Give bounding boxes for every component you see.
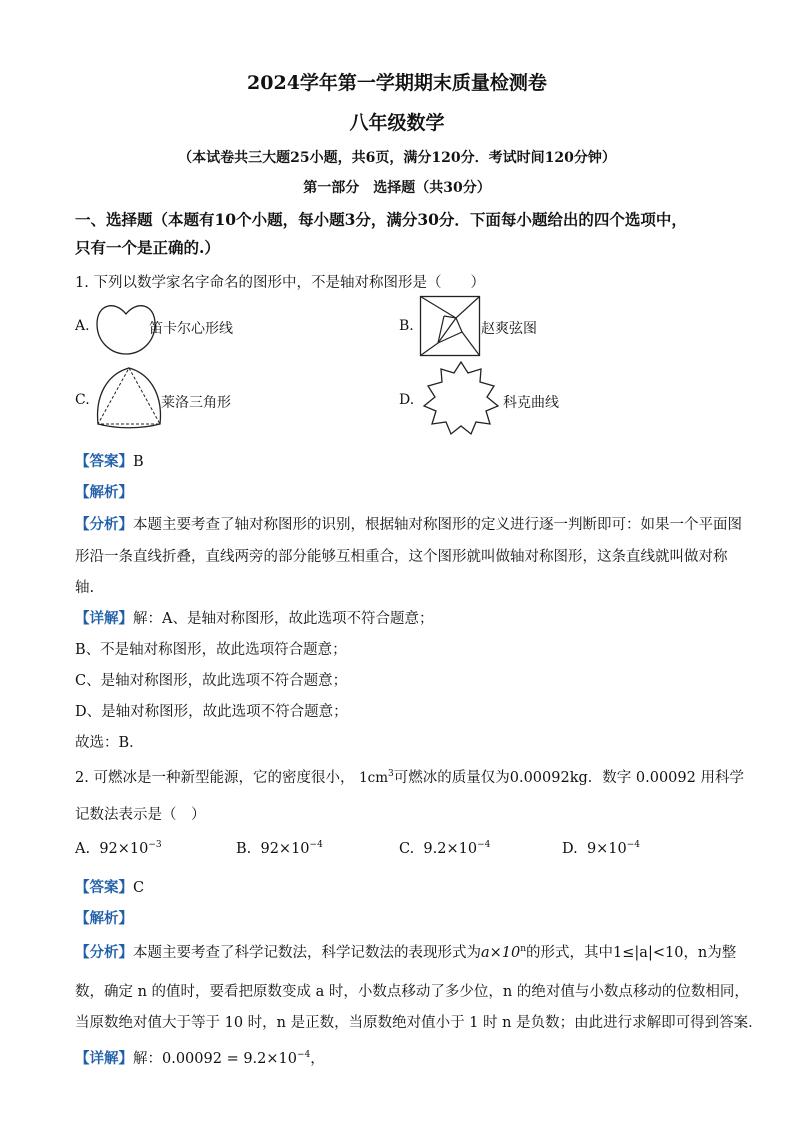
q2-option-a-letter: A.	[75, 841, 91, 857]
q2-mass: 0.00092kg	[509, 770, 588, 786]
detail-formula-exp: −4	[297, 1050, 311, 1060]
exam-title: 2024学年第一学期期末质量检测卷	[247, 72, 547, 94]
fenxi-text-c: ，n为整	[683, 945, 737, 961]
q2-answer	[75, 876, 144, 897]
q2-stem-text: 2. 可燃冰是一种新型能源，它的密度很小，	[75, 770, 355, 786]
detail-tag: 【详解】	[75, 1050, 133, 1067]
q2-unit-base: 1cm	[359, 770, 389, 786]
q2-option-c-letter: C.	[399, 841, 415, 857]
sci-notation-exp: n	[520, 944, 527, 954]
q2-option-b-exp: −4	[309, 840, 323, 850]
q1-answer	[75, 450, 144, 471]
answer-value: C	[133, 880, 145, 896]
q2-stem-text-b: 可燃冰的质量仅为	[393, 770, 510, 786]
q2-option-c-exp: −4	[477, 840, 491, 850]
detail-text: 解：A、是轴对称图形，故此选项不符合题意；	[133, 611, 434, 627]
q1-option-d-caption: 科克曲线	[503, 395, 559, 411]
q2-option-d-exp: −4	[626, 840, 641, 850]
q2-stem-line1	[75, 766, 744, 787]
q1-fenxi-line1	[75, 513, 742, 534]
analysis-tag: 【解析】	[75, 484, 133, 501]
answer-value: B	[133, 454, 144, 470]
q2-fenxi-line3: 当原数绝对值大于等于 10 时，n 是正数，当原数绝对值小于 1 时 n 是负数；由此进行求解即可得到答案．	[75, 1015, 763, 1031]
q2-option-b-base: 92×10	[260, 841, 310, 857]
q1-option-b-caption: 赵爽弦图	[481, 321, 537, 337]
q1-option-c-letter: C.	[75, 392, 90, 408]
detail-end: ，	[310, 1051, 325, 1067]
q2-option-b	[236, 840, 323, 857]
q1-option-c-caption: 莱洛三角形	[161, 395, 231, 411]
q2-option-d-letter: D.	[562, 841, 578, 857]
q2-stem-text-c: ．数字 0.00092 用科学	[587, 770, 744, 786]
koch-curve-icon	[418, 360, 504, 436]
q1-detail-line2: B、不是轴对称图形，故此选项符合题意；	[75, 642, 347, 658]
fenxi-tag: 【分析】	[75, 516, 133, 533]
fenxi-text-b: 的形式，其中	[526, 945, 614, 961]
zhao-shuang-diagram-icon	[420, 296, 480, 356]
q1-detail-line4: D、是轴对称图形，故此选项不符合题意；	[75, 704, 348, 720]
q2-option-d-base: 9×10	[586, 841, 627, 857]
q1-detail-line1	[75, 607, 433, 628]
cardioid-icon	[95, 298, 157, 358]
q2-option-d	[562, 840, 640, 857]
answer-tag: 【答案】	[75, 453, 133, 470]
answer-tag: 【答案】	[75, 879, 133, 896]
q1-fenxi-line2: 形沿一条直线折叠，直线两旁的部分能够互相重合，这个图形就叫做轴对称图形，这条直线就叫做对称	[75, 549, 728, 565]
detail-text: 解：	[133, 1051, 162, 1067]
exam-info: （本试卷共三大题25小题，共6页，满分120分．考试时间120分钟）	[178, 150, 616, 166]
q2-option-c-base: 9.2×10	[423, 841, 478, 857]
detail-formula: 0.00092 = 9.2×10	[162, 1051, 297, 1067]
detail-tag: 【详解】	[75, 610, 133, 627]
reuleaux-triangle-icon	[93, 366, 165, 430]
q1-stem: 1. 下列以数学家名字命名的图形中，不是轴对称图形是（ ）	[75, 275, 485, 291]
part-heading: 第一部分 选择题（共30分）	[303, 180, 491, 196]
q1-option-a-caption: 笛卡尔心形线	[149, 321, 233, 337]
q2-option-b-letter: B.	[236, 841, 252, 857]
q2-unit	[359, 770, 394, 786]
range-formula: 1≤|a|<10	[613, 945, 684, 961]
q1-detail-line5: 故选：B．	[75, 735, 144, 751]
q2-detail-line1	[75, 1047, 325, 1068]
q2-option-c	[399, 840, 490, 857]
q2-unit-exp: 3	[388, 769, 394, 779]
fenxi-text: 本题主要考查了轴对称图形的识别，根据轴对称图形的定义进行逐一判断即可：如果一个平面图	[133, 517, 742, 533]
fenxi-text: 本题主要考查了科学记数法，科学记数法的表现形式为	[133, 945, 481, 961]
section-heading-line1: 一、选择题（本题有10个小题，每小题3分，满分30分．下面每小题给出的四个选项中，	[75, 210, 687, 229]
q2-fenxi-line1	[75, 941, 736, 962]
q2-option-a-exp: −3	[148, 840, 162, 850]
q1-option-b-letter: B.	[399, 318, 414, 334]
subject-title: 八年级数学	[349, 112, 445, 134]
q2-option-a	[75, 840, 162, 857]
q2-fenxi-line2: 数，确定 n 的值时，要看把原数变成 a 时，小数点移动了多少位，n 的绝对值与小数点移动的位数相同，	[75, 984, 749, 1000]
sci-notation-formula: a×10	[481, 945, 521, 961]
q2-stem-line2: 记数法表示是（ ）	[75, 807, 206, 823]
q1-option-d-letter: D.	[399, 392, 415, 408]
q1-fenxi-line3: 轴.	[75, 580, 95, 596]
section-heading-line2: 只有一个是正确的.）	[75, 238, 220, 257]
analysis-tag: 【解析】	[75, 910, 133, 927]
q2-option-a-base: 92×10	[99, 841, 149, 857]
q1-detail-line3: C、是轴对称图形，故此选项不符合题意；	[75, 673, 348, 689]
fenxi-tag: 【分析】	[75, 944, 133, 961]
q1-option-a-letter: A.	[75, 318, 90, 334]
